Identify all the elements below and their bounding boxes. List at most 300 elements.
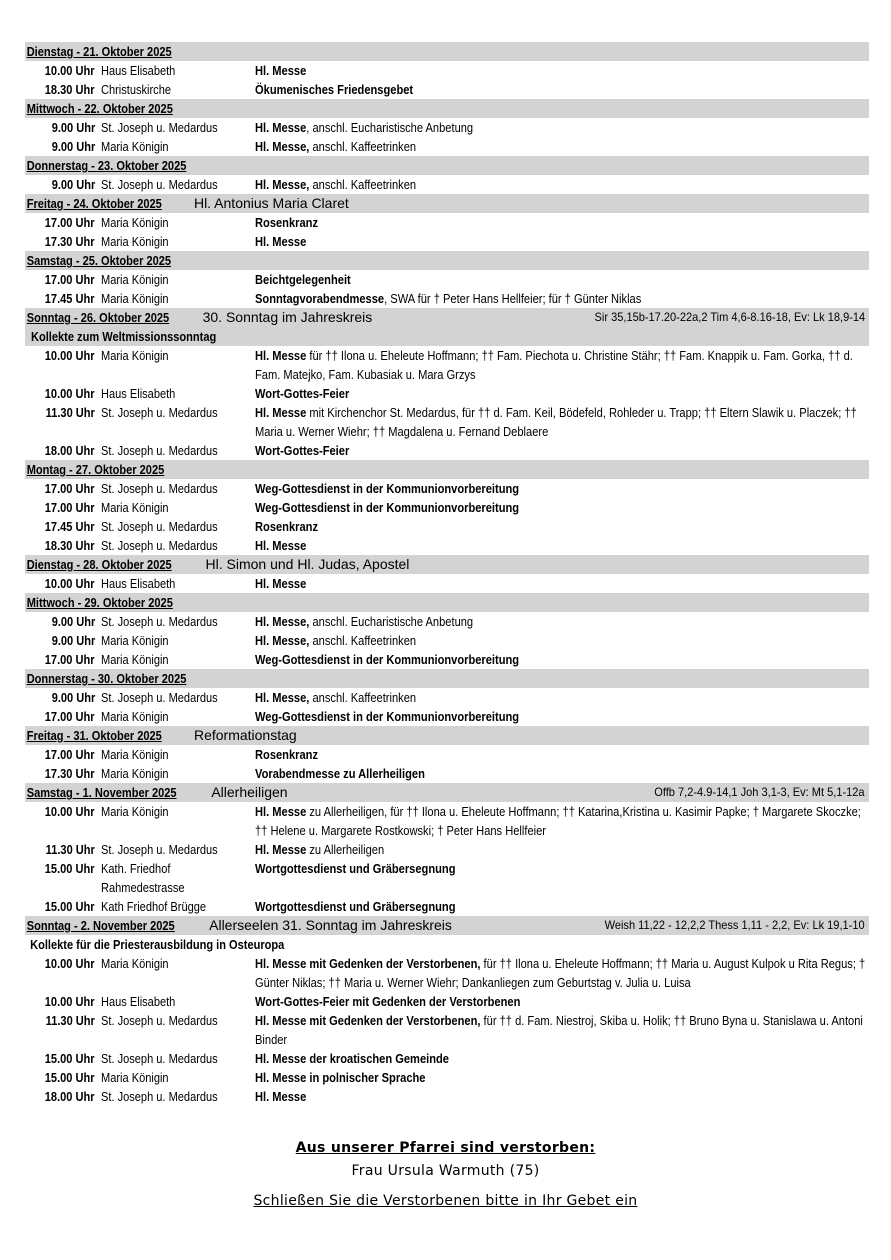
event-title: Hl. Messe — [255, 234, 307, 249]
event-location-text: Maria Königin — [101, 272, 169, 287]
event-row — [25, 1087, 869, 1106]
day-block — [25, 916, 869, 1106]
event-description-text — [255, 536, 869, 555]
event-time — [25, 118, 95, 137]
day-block — [25, 555, 869, 593]
event-description-text — [255, 346, 869, 384]
event-description-text — [255, 1087, 869, 1106]
event-location — [95, 992, 249, 1011]
event-description — [249, 80, 869, 99]
day-date: Mittwoch - 22. Oktober 2025 — [26, 101, 173, 116]
event-time-text: 10.00 Uhr — [45, 994, 95, 1009]
event-location — [95, 897, 249, 916]
event-time-text: 15.00 Uhr — [45, 1051, 95, 1066]
event-title: Weg-Gottesdienst in der Kommunionvorbereitung — [255, 652, 520, 667]
event-description — [249, 232, 869, 251]
event-time-text: 17.00 Uhr — [45, 709, 95, 724]
event-location-text: Maria Königin — [101, 1070, 169, 1085]
event-time-text: 15.00 Uhr — [45, 1070, 95, 1085]
event-title: Weg-Gottesdienst in der Kommunionvorbereitung — [255, 500, 520, 515]
prayer-request: Schließen Sie die Verstorbenen bitte in Ihr Gebet ein — [253, 1193, 638, 1209]
event-location — [95, 1049, 249, 1068]
event-location-text: Maria Königin — [101, 956, 169, 971]
day-feast: Hl. Simon und Hl. Judas, Apostel — [205, 556, 410, 572]
event-description — [249, 840, 869, 859]
event-title: Hl. Messe, — [255, 690, 310, 705]
event-description — [249, 536, 869, 555]
event-description — [249, 1049, 869, 1068]
day-feast: 30. Sonntag im Jahreskreis — [202, 309, 373, 325]
day-date: Mittwoch - 29. Oktober 2025 — [26, 595, 173, 610]
event-row — [25, 536, 869, 555]
event-time — [25, 384, 95, 403]
event-description — [249, 859, 869, 897]
event-location — [95, 840, 249, 859]
schedule — [25, 42, 869, 1106]
event-title: Rosenkranz — [255, 519, 319, 534]
event-time — [25, 213, 95, 232]
day-block — [25, 460, 869, 555]
event-description-text — [255, 631, 869, 650]
event-location — [95, 61, 249, 80]
event-title: Hl. Messe — [255, 120, 307, 135]
event-location — [95, 270, 249, 289]
event-row — [25, 479, 869, 498]
event-time-text: 18.30 Uhr — [45, 538, 95, 553]
event-description — [249, 707, 869, 726]
event-location-text: Maria Königin — [101, 500, 169, 515]
event-location — [95, 574, 249, 593]
event-row — [25, 137, 869, 156]
event-location-text: Maria Königin — [101, 652, 169, 667]
event-title: Rosenkranz — [255, 215, 319, 230]
day-header — [25, 460, 869, 479]
event-description-text — [255, 707, 869, 726]
event-title: Vorabendmesse zu Allerheiligen — [255, 766, 425, 781]
event-time-text: 15.00 Uhr — [45, 861, 95, 876]
event-time — [25, 802, 95, 840]
event-description-text — [255, 1049, 869, 1068]
event-time — [25, 840, 95, 859]
event-row — [25, 80, 869, 99]
event-description — [249, 954, 869, 992]
event-description-text — [255, 441, 869, 460]
event-description-text — [255, 992, 869, 1011]
event-title: Rosenkranz — [255, 747, 319, 762]
event-row — [25, 992, 869, 1011]
event-location — [95, 175, 249, 194]
event-description-text — [255, 840, 869, 859]
event-time-text: 11.30 Uhr — [45, 405, 95, 420]
event-description — [249, 574, 869, 593]
day-feast: Reformationstag — [193, 727, 297, 743]
event-time — [25, 1011, 95, 1049]
event-description-text — [255, 118, 869, 137]
event-time-text: 17.00 Uhr — [45, 272, 95, 287]
event-time-text: 17.00 Uhr — [45, 215, 95, 230]
event-time — [25, 992, 95, 1011]
event-row — [25, 707, 869, 726]
event-location — [95, 213, 249, 232]
event-location-text: Haus Elisabeth — [101, 994, 176, 1009]
event-location — [95, 764, 249, 783]
day-block — [25, 42, 869, 99]
event-row — [25, 270, 869, 289]
day-block — [25, 726, 869, 783]
event-description-text — [255, 517, 869, 536]
event-detail: , SWA für † Peter Hans Hellfeier; für † Günter Niklas — [384, 291, 642, 306]
event-location-text: Haus Elisabeth — [101, 576, 176, 591]
event-location-text: St. Joseph u. Medardus — [101, 1013, 218, 1028]
event-title: Hl. Messe in polnischer Sprache — [255, 1070, 426, 1085]
event-row — [25, 631, 869, 650]
event-title: Hl. Messe, — [255, 139, 310, 154]
event-location — [95, 118, 249, 137]
event-time — [25, 574, 95, 593]
event-title: Hl. Messe — [255, 576, 307, 591]
event-location-text: Maria Königin — [101, 766, 169, 781]
event-detail: anschl. Kaffeetrinken — [309, 177, 417, 192]
day-block — [25, 669, 869, 726]
event-row — [25, 517, 869, 536]
event-time — [25, 536, 95, 555]
event-description-text — [255, 137, 869, 156]
event-description-text — [255, 175, 869, 194]
event-time-text: 10.00 Uhr — [45, 956, 95, 971]
event-time-text: 17.00 Uhr — [45, 481, 95, 496]
day-header — [25, 42, 869, 61]
event-title: Hl. Messe — [255, 63, 307, 78]
event-description-text — [255, 764, 869, 783]
event-location-text: Maria Königin — [101, 709, 169, 724]
event-time — [25, 650, 95, 669]
event-description — [249, 688, 869, 707]
event-description-text — [255, 802, 869, 840]
event-location-text: Maria Königin — [101, 747, 169, 762]
event-location — [95, 707, 249, 726]
event-time — [25, 61, 95, 80]
day-date: Freitag - 24. Oktober 2025 — [26, 196, 162, 211]
day-block — [25, 251, 869, 308]
event-location-text: St. Joseph u. Medardus — [101, 120, 218, 135]
day-feast: Allerheiligen — [211, 784, 288, 800]
collection-text: Kollekte für die Priesterausbildung in Osteuropa — [30, 937, 285, 952]
event-time-text: 17.30 Uhr — [45, 234, 95, 249]
obituary-heading: Aus unserer Pfarrei sind verstorben: — [295, 1140, 596, 1156]
event-time — [25, 232, 95, 251]
event-location — [95, 612, 249, 631]
event-row — [25, 441, 869, 460]
event-time-text: 9.00 Uhr — [51, 120, 95, 135]
event-time — [25, 80, 95, 99]
day-block — [25, 156, 869, 194]
event-description — [249, 175, 869, 194]
obituary-section — [0, 1140, 891, 1209]
event-description-text — [255, 650, 869, 669]
event-detail: anschl. Kaffeetrinken — [309, 139, 417, 154]
event-title: Hl. Messe, — [255, 614, 310, 629]
event-title: Hl. Messe, — [255, 633, 310, 648]
event-description — [249, 745, 869, 764]
day-readings: Sir 35,15b-17.20-22a,2 Tim 4,6-8.16-18, Ev: Lk 18,9-14 — [594, 310, 865, 324]
event-time-text: 17.00 Uhr — [45, 500, 95, 515]
event-title: Hl. Messe — [255, 538, 307, 553]
collection-note — [25, 935, 742, 954]
event-time — [25, 745, 95, 764]
event-time-text: 10.00 Uhr — [45, 576, 95, 591]
event-location-text: St. Joseph u. Medardus — [101, 842, 218, 857]
event-row — [25, 612, 869, 631]
event-description — [249, 61, 869, 80]
event-row — [25, 118, 869, 137]
event-row — [25, 954, 869, 992]
event-description — [249, 289, 869, 308]
event-time-text: 10.00 Uhr — [45, 386, 95, 401]
event-time — [25, 1087, 95, 1106]
event-description — [249, 631, 869, 650]
event-description — [249, 802, 869, 840]
event-location-text: Maria Königin — [101, 633, 169, 648]
event-location — [95, 802, 249, 840]
event-location-text: Kath. Friedhof Rahmedestrasse — [101, 861, 185, 895]
event-title: Wort-Gottes-Feier — [255, 443, 350, 458]
event-row — [25, 859, 869, 897]
event-description-text — [255, 954, 869, 992]
event-location — [95, 232, 249, 251]
event-location — [95, 631, 249, 650]
event-description — [249, 403, 869, 441]
event-location-text: Maria Königin — [101, 804, 169, 819]
event-row — [25, 1011, 869, 1049]
event-title: Hl. Messe — [255, 842, 307, 857]
event-location — [95, 441, 249, 460]
event-row — [25, 175, 869, 194]
event-time-text: 10.00 Uhr — [45, 63, 95, 78]
day-header — [25, 194, 869, 213]
event-location-text: St. Joseph u. Medardus — [101, 177, 218, 192]
event-location-text: Maria Königin — [101, 291, 169, 306]
event-time — [25, 631, 95, 650]
day-date: Dienstag - 28. Oktober 2025 — [26, 557, 172, 572]
day-header — [25, 726, 869, 745]
day-header — [25, 669, 869, 688]
event-location — [95, 289, 249, 308]
day-block — [25, 308, 869, 460]
event-location — [95, 650, 249, 669]
event-time — [25, 517, 95, 536]
event-description — [249, 650, 869, 669]
event-title: Sonntagvorabendmesse — [255, 291, 385, 306]
event-location — [95, 384, 249, 403]
event-time — [25, 764, 95, 783]
event-description-text — [255, 80, 869, 99]
event-description — [249, 517, 869, 536]
event-row — [25, 61, 869, 80]
event-location — [95, 80, 249, 99]
event-title: Wort-Gottes-Feier mit Gedenken der Verstorbenen — [255, 994, 521, 1009]
event-location-text: St. Joseph u. Medardus — [101, 481, 218, 496]
event-time-text: 9.00 Uhr — [51, 633, 95, 648]
event-title: Hl. Messe der kroatischen Gemeinde — [255, 1051, 449, 1066]
event-location — [95, 688, 249, 707]
event-detail: zu Allerheiligen, für †† Ilona u. Eheleute Hoffmann; †† Katarina,Kristina u. Kasimir Papke; † Margarete Skoczke; †† Helene u. Margarete Rostkowski; † Peter Hans Hellfeier — [255, 804, 861, 838]
event-description — [249, 764, 869, 783]
event-row — [25, 745, 869, 764]
day-feast: Hl. Antonius Maria Claret — [193, 195, 349, 211]
event-location — [95, 498, 249, 517]
event-description-text — [255, 688, 869, 707]
event-detail: anschl. Kaffeetrinken — [309, 633, 417, 648]
event-description-text — [255, 384, 869, 403]
event-time-text: 17.45 Uhr — [45, 291, 95, 306]
day-block — [25, 783, 869, 916]
event-location-text: St. Joseph u. Medardus — [101, 443, 218, 458]
event-time-text: 18.00 Uhr — [45, 1089, 95, 1104]
day-feast: Allerseelen 31. Sonntag im Jahreskreis — [209, 917, 452, 933]
event-location — [95, 1068, 249, 1087]
event-description-text — [255, 403, 869, 441]
day-date: Samstag - 1. November 2025 — [26, 785, 177, 800]
event-description-text — [255, 479, 869, 498]
event-location-text: St. Joseph u. Medardus — [101, 690, 218, 705]
event-description — [249, 897, 869, 916]
event-location — [95, 1011, 249, 1049]
event-time — [25, 403, 95, 441]
event-title: Hl. Messe — [255, 1089, 307, 1104]
event-description-text — [255, 270, 869, 289]
event-time — [25, 175, 95, 194]
day-header — [25, 308, 869, 327]
event-time — [25, 688, 95, 707]
day-readings: Offb 7,2-4.9-14,1 Joh 3,1-3, Ev: Mt 5,1-12a — [654, 785, 865, 799]
event-location-text: St. Joseph u. Medardus — [101, 1051, 218, 1066]
event-row — [25, 802, 869, 840]
event-time — [25, 859, 95, 897]
event-title: Wortgottesdienst und Gräbersegnung — [255, 861, 456, 876]
event-time-text: 17.00 Uhr — [45, 747, 95, 762]
event-row — [25, 403, 869, 441]
event-location-text: Haus Elisabeth — [101, 386, 176, 401]
event-title: Hl. Messe — [255, 348, 307, 363]
day-date: Donnerstag - 23. Oktober 2025 — [26, 158, 187, 173]
event-detail: , anschl. Eucharistische Anbetung — [306, 120, 474, 135]
event-location — [95, 745, 249, 764]
event-row — [25, 213, 869, 232]
event-detail: für †† d. Fam. Niestroj, Skiba u. Holik; †† Bruno Byna u. Stanislawa u. Antoni Binder — [255, 1013, 863, 1047]
event-detail: anschl. Eucharistische Anbetung — [309, 614, 474, 629]
event-location-text: St. Joseph u. Medardus — [101, 519, 218, 534]
event-location-text: Maria Königin — [101, 215, 169, 230]
day-date: Samstag - 25. Oktober 2025 — [26, 253, 172, 268]
day-header — [25, 156, 869, 175]
event-description — [249, 992, 869, 1011]
event-description-text — [255, 1068, 869, 1087]
event-time-text: 10.00 Uhr — [45, 348, 95, 363]
event-location-text: Christuskirche — [101, 82, 172, 97]
event-time-text: 11.30 Uhr — [45, 1013, 95, 1028]
day-date: Montag - 27. Oktober 2025 — [26, 462, 165, 477]
event-description — [249, 1068, 869, 1087]
event-row — [25, 764, 869, 783]
event-time — [25, 137, 95, 156]
event-time-text: 15.00 Uhr — [45, 899, 95, 914]
day-header — [25, 593, 869, 612]
event-description-text — [255, 61, 869, 80]
event-location-text: St. Joseph u. Medardus — [101, 614, 218, 629]
event-description — [249, 1087, 869, 1106]
event-time — [25, 498, 95, 517]
event-title: Wortgottesdienst und Gräbersegnung — [255, 899, 456, 914]
day-date: Dienstag - 21. Oktober 2025 — [26, 44, 172, 59]
event-time-text: 17.30 Uhr — [45, 766, 95, 781]
event-location — [95, 517, 249, 536]
event-time-text: 17.00 Uhr — [45, 652, 95, 667]
event-time — [25, 612, 95, 631]
event-location-text: Maria Königin — [101, 234, 169, 249]
event-description-text — [255, 897, 869, 916]
event-time — [25, 707, 95, 726]
event-description-text — [255, 574, 869, 593]
event-location-text: Haus Elisabeth — [101, 63, 176, 78]
event-time — [25, 270, 95, 289]
event-location-text: St. Joseph u. Medardus — [101, 538, 218, 553]
collection-note — [25, 327, 869, 346]
event-description — [249, 441, 869, 460]
event-description — [249, 213, 869, 232]
event-time — [25, 289, 95, 308]
event-row — [25, 498, 869, 517]
event-location-text: Maria Königin — [101, 139, 169, 154]
event-time-text: 18.30 Uhr — [45, 82, 95, 97]
event-row — [25, 346, 869, 384]
day-block — [25, 593, 869, 669]
event-detail: für †† Ilona u. Eheleute Hoffmann; †† Maria u. August Kulpok u Rita Regus; † Günter Niklas; †† Maria u. Werner Wiehr; Dankanliegen zum Geburtstag v. Julia u. Luisa — [255, 956, 866, 990]
event-time — [25, 346, 95, 384]
event-row — [25, 1068, 869, 1087]
day-header — [25, 783, 869, 802]
event-location — [95, 536, 249, 555]
day-header — [25, 99, 869, 118]
event-description — [249, 498, 869, 517]
day-date: Sonntag - 26. Oktober 2025 — [26, 310, 170, 325]
event-time-text: 9.00 Uhr — [51, 139, 95, 154]
event-time — [25, 479, 95, 498]
event-description — [249, 118, 869, 137]
day-header — [25, 251, 869, 270]
event-location-text: Kath Friedhof Brügge — [101, 899, 207, 914]
event-description-text — [255, 289, 869, 308]
event-location-text: Maria Königin — [101, 348, 169, 363]
event-row — [25, 232, 869, 251]
event-title: Hl. Messe mit Gedenken der Verstorbenen, — [255, 956, 481, 971]
event-description-text — [255, 213, 869, 232]
event-location — [95, 954, 249, 992]
event-location — [95, 346, 249, 384]
event-title: Hl. Messe — [255, 804, 307, 819]
event-time — [25, 954, 95, 992]
event-detail: anschl. Kaffeetrinken — [309, 690, 417, 705]
event-description — [249, 384, 869, 403]
event-row — [25, 688, 869, 707]
event-row — [25, 384, 869, 403]
event-location-text: St. Joseph u. Medardus — [101, 1089, 218, 1104]
event-description — [249, 479, 869, 498]
event-location — [95, 137, 249, 156]
event-row — [25, 897, 869, 916]
event-description — [249, 612, 869, 631]
event-title: Weg-Gottesdienst in der Kommunionvorbereitung — [255, 481, 520, 496]
day-header — [25, 555, 869, 574]
